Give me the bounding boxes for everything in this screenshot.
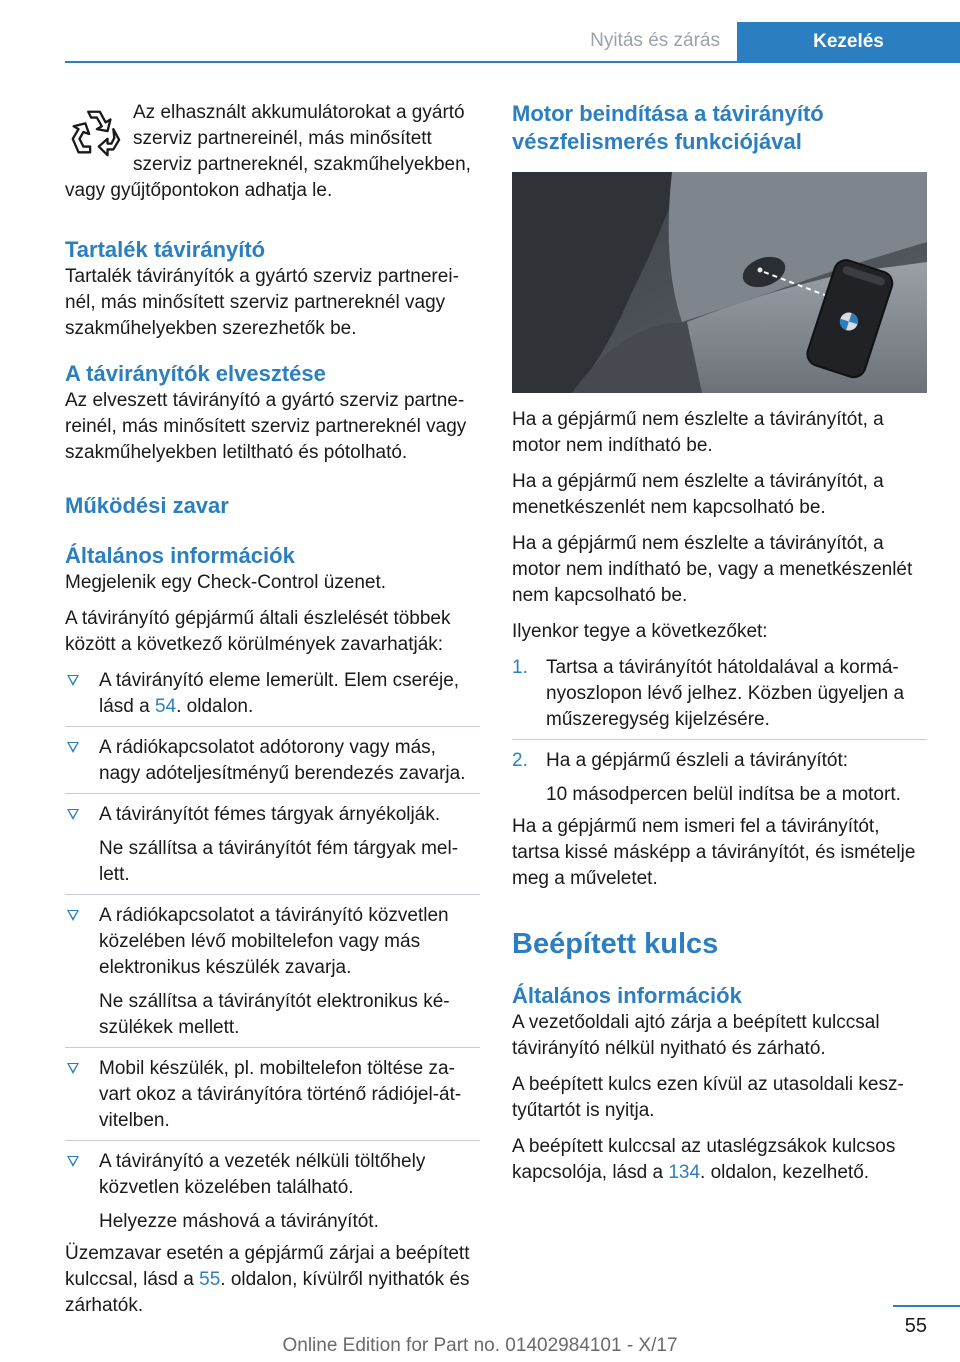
recycling-note (65, 100, 480, 204)
divider (65, 1140, 480, 1141)
triangle-bullet-icon (67, 910, 79, 921)
emergency-text-5: Ha a gépjármű nem ismeri fel a távirányítót, tartsa kissé másképp a távirányítót, és ismételje meg a műveletet. (512, 816, 916, 889)
edition-footer: Online Edition for Part no. 01402984101 - X/17 (282, 1335, 678, 1356)
step-text: Tartsa a távirányítót hátoldalával a kormányoszlopon lévő jelhez. Közben ügyeljen a műszeregység kijelzésére. (546, 657, 905, 730)
step-item (512, 748, 927, 808)
list-item (65, 903, 480, 1041)
remote-key-photo (512, 172, 927, 393)
key-text-3: A beépített kulccsal az utaslégzsákok kulcsos kapcsolója, lásd a 134. oldalon, kezelhető. (512, 1136, 896, 1183)
triangle-bullet-icon (67, 809, 79, 820)
list-item-text: A távirányítót fémes tárgyak árnyékolják. (99, 804, 441, 825)
header-section-title: Nyitás és zárás (590, 30, 720, 51)
list-item-subtext: Helyezze máshová a távirányítót. (99, 1211, 379, 1232)
interference-list (65, 668, 480, 1235)
emergency-text-2: Ha a gépjármű nem észlelte a távirányítót, a menetkészenlét nem kapcsolható be. (512, 471, 884, 518)
divider (65, 793, 480, 794)
lost-remote-heading: A távirányítók elvesztése (65, 361, 326, 386)
triangle-bullet-icon (67, 1063, 79, 1074)
list-item-subtext: Ne szállítsa a távirányítót fém tárgyak mellett. (99, 838, 459, 885)
spare-remote-text: Tartalék távirányítók a gyártó szerviz partnereinél, más minősített szerviz partnereknél vagy szakműhelyekben szerezhetők be. (65, 266, 459, 339)
list-item (65, 1056, 480, 1134)
list-item-text: A távirányító a vezeték nélküli töltőhely közvetlen közelében található. (99, 1151, 426, 1198)
page-link-54[interactable]: 54 (154, 696, 177, 717)
key-text-1: A vezetőoldali ajtó zárja a beépített kulccsal távirányító nélkül nyitható és zárható. (512, 1012, 880, 1059)
triangle-bullet-icon (67, 1156, 79, 1167)
right-column (512, 100, 927, 1196)
header-rule (65, 61, 960, 63)
lost-remote-text: Az elveszett távirányító a gyártó szerviz partnereinél, más minősített szerviz partnereknél vagy szakműhelyekben letiltható és pótolható. (65, 390, 467, 463)
page-link-55[interactable]: 55 (199, 1269, 221, 1290)
step-number: 1. (512, 657, 528, 678)
divider (65, 1047, 480, 1048)
triangle-bullet-icon (67, 742, 79, 753)
list-item-text-end: . oldalon. (176, 696, 254, 717)
emergency-detection-heading: Motor beindítása a távirányító vészfelismerés funkciójával (512, 101, 824, 154)
emergency-text-1: Ha a gépjármű nem észlelte a távirányítót, a motor nem indítható be. (512, 409, 884, 456)
list-item (65, 735, 480, 787)
list-item-subtext: Ne szállítsa a távirányítót elektronikus készülékek mellett. (99, 991, 450, 1038)
list-item (65, 668, 480, 720)
general-info-heading: Általános információk (65, 543, 295, 568)
triangle-bullet-icon (67, 675, 79, 686)
spare-remote-heading: Tartalék távirányító (65, 237, 266, 262)
step-text: Ha a gépjármű észleli a távirányítót: (546, 750, 849, 771)
left-column (65, 100, 480, 1329)
malfunction-heading: Működési zavar (65, 493, 229, 518)
general-info-text-2: A távirányító gépjármű általi észlelését többek között a következő körülmények zavarhatják: (65, 608, 451, 655)
list-item-text: Mobil készülék, pl. mobiltelefon töltése zavart okoz a távirányítóra történő rádiójel-átvitelben. (99, 1058, 462, 1131)
integrated-key-heading: Beépített kulcs (512, 928, 719, 960)
step-number: 2. (512, 750, 528, 771)
emergency-steps (512, 655, 927, 808)
page-number: 55 (904, 1315, 927, 1337)
divider (512, 739, 927, 740)
list-item-text: A rádiókapcsolatot adótorony vagy más, nagy adóteljesítményű berendezés zavarja. (99, 737, 466, 784)
recycling-note-text: Az elhasznált akkumulátorokat a gyártó szerviz partnereinél, más minősített szerviz partnereknél, szakműhelyekben, vagy gyűjtőpontokon adhatja le. (65, 102, 471, 201)
divider (65, 894, 480, 895)
general-info-text-1: Megjelenik egy Check-Control üzenet. (65, 572, 387, 593)
page-link-134[interactable]: 134 (668, 1162, 701, 1183)
recycle-icon (65, 104, 123, 162)
divider (65, 726, 480, 727)
emergency-text-3: Ha a gépjármű nem észlelte a távirányítót, a motor nem indítható be, vagy a menetkészenlét nem kapcsolható be. (512, 533, 913, 606)
header-chapter-tab: Kezelés (737, 22, 960, 62)
malfunction-closing-text: Üzemzavar esetén a gépjármű zárjai a beépített kulccsal, lásd a 55. oldalon, kívülről nyithatók és zárhatók. (65, 1243, 470, 1316)
page-header (0, 22, 960, 62)
list-item-text: A távirányító eleme lemerült. Elem cseréje, lásd a (99, 670, 460, 717)
key-text-2: A beépített kulcs ezen kívül az utasoldali kesztyűtartót is nyitja. (512, 1074, 904, 1121)
step-subtext: 10 másodpercen belül indítsa be a motort. (546, 784, 901, 805)
list-item-text: A rádiókapcsolatot a távirányító közvetlen közelében lévő mobiltelefon vagy más elektronikus készülék zavarja. (99, 905, 449, 978)
emergency-text-4: Ilyenkor tegye a következőket: (512, 621, 768, 642)
list-item (65, 802, 480, 888)
steering-column-key-illustration (512, 172, 927, 393)
list-item (65, 1149, 480, 1235)
key-general-info-heading: Általános információk (512, 983, 742, 1008)
step-item (512, 655, 927, 733)
page-number-rule (893, 1305, 960, 1307)
